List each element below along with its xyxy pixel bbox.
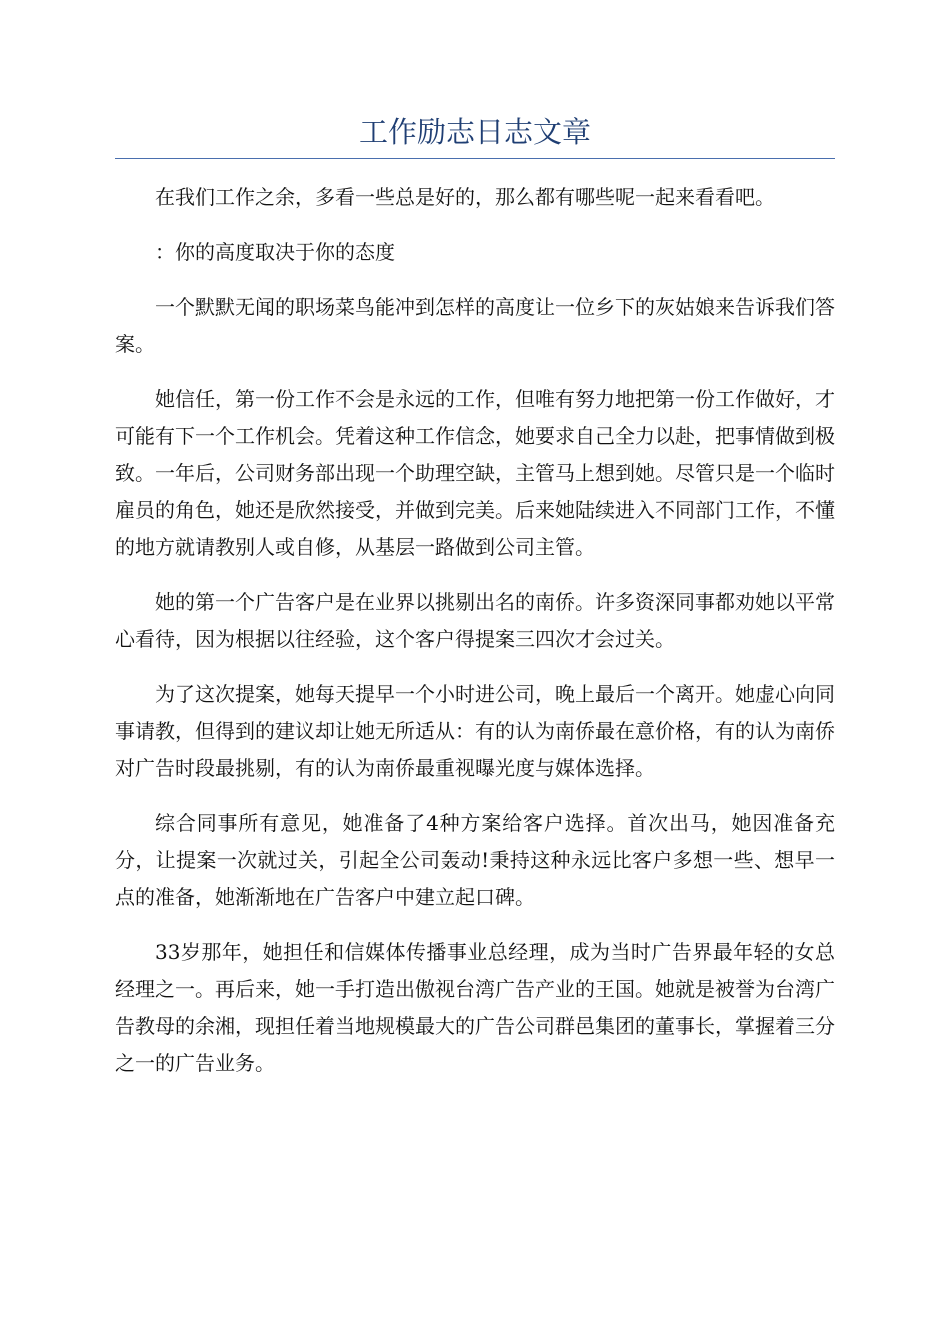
document-page [115, 110, 835, 1100]
paragraph: 一个默默无闻的职场菜鸟能冲到怎样的高度让一位乡下的灰姑娘来告诉我们答案。 [115, 295, 835, 356]
paragraph: 她的第一个广告客户是在业界以挑剔出名的南侨。许多资深同事都劝她以平常心看待，因为根据以往经验，这个客户得提案三四次才会过关。 [115, 590, 835, 651]
paragraph: 她信任，第一份工作不会是永远的工作，但唯有努力地把第一份工作做好，才可能有下一个工作机会。凭着这种工作信念，她要求自己全力以赴，把事情做到极致。一年后，公司财务部出现一个助理空缺，主管马上想到她。尽管只是一个临时雇员的角色，她还是欣然接受，并做到完美。后来她陆续进入不同部门工作，不懂的地方就请教别人或自修，从基层一路做到公司主管。 [115, 387, 835, 559]
paragraph: 为了这次提案，她每天提早一个小时进公司，晚上最后一个离开。她虚心向同事请教，但得到的建议却让她无所适从：有的认为南侨最在意价格，有的认为南侨对广告时段最挑剔，有的认为南侨最重视曝光度与媒体选择。 [115, 682, 835, 780]
paragraph: 33岁那年，她担任和信媒体传播事业总经理，成为当时广告界最年轻的女总经理之一。再后来，她一手打造出傲视台湾广告产业的王国。她就是被誉为台湾广告教母的余湘，现担任着当地规模最大的广告公司群邑集团的董事长，掌握着三分之一的广告业务。 [115, 940, 835, 1075]
paragraph: 综合同事所有意见，她准备了4种方案给客户选择。首次出马，她因准备充分，让提案一次就过关，引起全公司轰动!秉持这种永远比客户多想一些、想早一点的准备，她渐渐地在广告客户中建立起口碑。 [115, 811, 835, 909]
paragraph-subheading: ：你的高度取决于你的态度 [155, 240, 395, 264]
paragraph-intro: 在我们工作之余，多看一些总是好的，那么都有哪些呢一起来看看吧。 [155, 185, 775, 209]
document-body [115, 179, 835, 1082]
document-title: 工作励志日志文章 [115, 110, 835, 159]
